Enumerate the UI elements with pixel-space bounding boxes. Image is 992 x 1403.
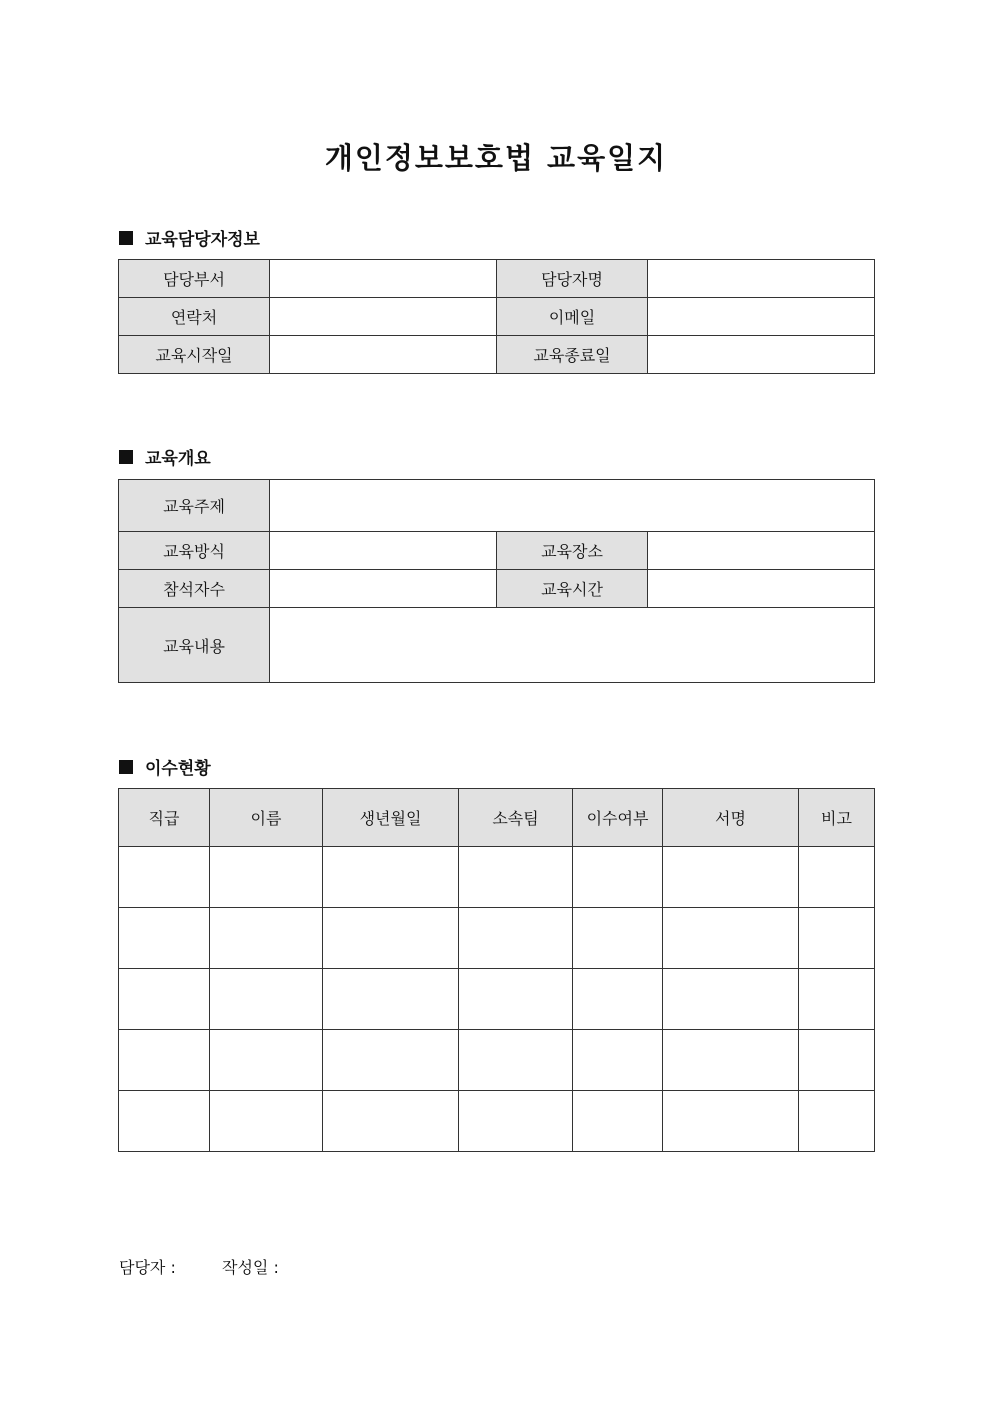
manager-name-label: 담당자명 — [497, 260, 648, 298]
table-header-row — [119, 789, 875, 847]
topic-label: 교육주제 — [119, 480, 270, 532]
table-cell[interactable] — [323, 908, 459, 969]
table-cell[interactable] — [573, 1091, 663, 1152]
table-row — [119, 298, 875, 336]
table-cell[interactable] — [210, 847, 323, 908]
topic-field[interactable] — [270, 480, 875, 532]
table-cell[interactable] — [799, 908, 875, 969]
contact-field[interactable] — [270, 298, 497, 336]
table-cell[interactable] — [663, 847, 799, 908]
place-label: 교육장소 — [497, 532, 648, 570]
manager-info-table — [118, 259, 875, 374]
table-cell[interactable] — [323, 1030, 459, 1091]
time-field[interactable] — [648, 570, 875, 608]
section-heading-label: 이수현황 — [145, 759, 211, 779]
table-row — [119, 260, 875, 298]
table-cell[interactable] — [663, 969, 799, 1030]
section-heading-completion — [119, 754, 211, 779]
column-header-signature: 서명 — [663, 789, 799, 847]
footer-date-label: 작성일 : — [222, 1258, 279, 1277]
end-date-field[interactable] — [648, 336, 875, 374]
method-label: 교육방식 — [119, 532, 270, 570]
time-label: 교육시간 — [497, 570, 648, 608]
table-cell[interactable] — [459, 908, 573, 969]
table-row — [119, 908, 875, 969]
table-row — [119, 608, 875, 683]
section-heading-overview — [119, 444, 211, 469]
table-cell[interactable] — [323, 847, 459, 908]
table-row — [119, 1091, 875, 1152]
table-cell[interactable] — [119, 847, 210, 908]
page-title: 개인정보보호법 교육일지 — [324, 141, 668, 175]
table-row — [119, 336, 875, 374]
table-cell[interactable] — [799, 1091, 875, 1152]
square-bullet-icon — [119, 760, 133, 774]
content-field[interactable] — [270, 608, 875, 683]
table-cell[interactable] — [459, 847, 573, 908]
contact-label: 연락처 — [119, 298, 270, 336]
end-date-label: 교육종료일 — [497, 336, 648, 374]
overview-table — [118, 479, 875, 683]
manager-name-field[interactable] — [648, 260, 875, 298]
table-cell[interactable] — [459, 1091, 573, 1152]
table-cell[interactable] — [119, 1091, 210, 1152]
square-bullet-icon — [119, 450, 133, 464]
table-cell[interactable] — [459, 969, 573, 1030]
section-heading-label: 교육담당자정보 — [145, 230, 260, 250]
table-cell[interactable] — [210, 908, 323, 969]
email-field[interactable] — [648, 298, 875, 336]
table-cell[interactable] — [119, 969, 210, 1030]
table-cell[interactable] — [119, 908, 210, 969]
column-header-completed: 이수여부 — [573, 789, 663, 847]
table-row — [119, 532, 875, 570]
attendees-label: 참석자수 — [119, 570, 270, 608]
column-header-note: 비고 — [799, 789, 875, 847]
table-row — [119, 480, 875, 532]
attendees-field[interactable] — [270, 570, 497, 608]
table-cell[interactable] — [210, 1091, 323, 1152]
table-cell[interactable] — [663, 1030, 799, 1091]
column-header-team: 소속팀 — [459, 789, 573, 847]
table-row — [119, 847, 875, 908]
table-cell[interactable] — [323, 969, 459, 1030]
column-header-birthdate: 생년월일 — [323, 789, 459, 847]
table-cell[interactable] — [119, 1030, 210, 1091]
table-cell[interactable] — [323, 1091, 459, 1152]
place-field[interactable] — [648, 532, 875, 570]
table-cell[interactable] — [799, 1030, 875, 1091]
table-row — [119, 969, 875, 1030]
table-cell[interactable] — [573, 908, 663, 969]
email-label: 이메일 — [497, 298, 648, 336]
department-label: 담당부서 — [119, 260, 270, 298]
section-heading-label: 교육개요 — [145, 449, 211, 469]
table-cell[interactable] — [663, 1091, 799, 1152]
square-bullet-icon — [119, 231, 133, 245]
department-field[interactable] — [270, 260, 497, 298]
table-cell[interactable] — [210, 969, 323, 1030]
completion-table — [118, 788, 875, 1152]
table-cell[interactable] — [799, 969, 875, 1030]
table-cell[interactable] — [573, 1030, 663, 1091]
start-date-field[interactable] — [270, 336, 497, 374]
table-cell[interactable] — [459, 1030, 573, 1091]
table-cell[interactable] — [573, 969, 663, 1030]
table-cell[interactable] — [663, 908, 799, 969]
method-field[interactable] — [270, 532, 497, 570]
column-header-rank: 직급 — [119, 789, 210, 847]
column-header-name: 이름 — [210, 789, 323, 847]
section-heading-manager-info — [119, 225, 260, 250]
table-row — [119, 570, 875, 608]
start-date-label: 교육시작일 — [119, 336, 270, 374]
footer-manager-label: 담당자 : — [119, 1258, 176, 1277]
table-cell[interactable] — [573, 847, 663, 908]
content-label: 교육내용 — [119, 608, 270, 683]
table-cell[interactable] — [799, 847, 875, 908]
table-row — [119, 1030, 875, 1091]
table-cell[interactable] — [210, 1030, 323, 1091]
